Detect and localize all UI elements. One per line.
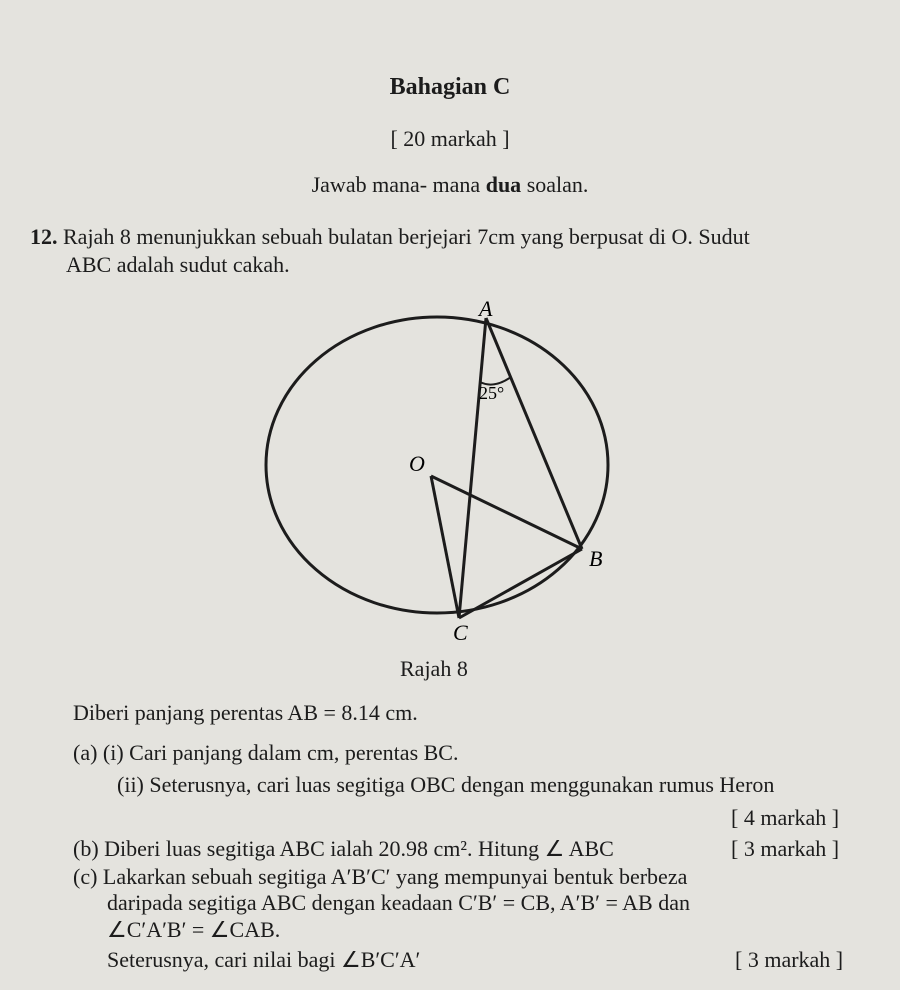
part-c-line2: daripada segitiga ABC dengan keadaan C′B′ = CB, A′B′ = AB dan (107, 890, 690, 915)
circle-diagram (0, 290, 900, 640)
part-c-line4: Seterusnya, cari nilai bagi ∠B′C′A′ (107, 947, 421, 972)
chord-ac (459, 318, 486, 618)
part-a-i: (a) (i) Cari panjang dalam cm, perentas BC. (73, 740, 459, 765)
section-title: Bahagian C (389, 74, 511, 100)
radius-ob (431, 476, 582, 549)
question-intro-line1 (30, 224, 750, 250)
given-statement: Diberi panjang perentas AB = 8.14 cm. (73, 700, 418, 725)
part-c-line3: ∠C′A′B′ = ∠CAB. (107, 917, 281, 942)
instruction-post: soalan. (521, 172, 589, 197)
question-intro-text-1: Rajah 8 menunjukkan sebuah bulatan berjejari 7cm yang berpusat di O. Sudut (63, 224, 750, 249)
part-c-marks: [ 3 markah ] (735, 947, 844, 972)
section-marks: [ 20 markah ] (390, 126, 510, 151)
part-c-line1: (c) Lakarkan sebuah segitiga A′B′C′ yang mempunyai bentuk berbeza (73, 864, 688, 889)
instruction-bold: dua (485, 172, 522, 197)
label-o: O (409, 451, 425, 476)
section-instruction (0, 172, 900, 198)
label-c: C (453, 620, 468, 640)
question-number: 12. (30, 224, 58, 249)
question-intro-line2: ABC adalah sudut cakah. (66, 252, 290, 277)
part-a-ii: (ii) Seterusnya, cari luas segitiga OBC dengan menggunakan rumus Heron (117, 772, 775, 797)
part-b: (b) Diberi luas segitiga ABC ialah 20.98 cm². Hitung ∠ ABC (73, 836, 614, 861)
label-b: B (589, 546, 603, 571)
chord-ab (486, 318, 582, 549)
chord-bc (459, 549, 582, 618)
part-b-marks: [ 3 markah ] (731, 836, 840, 861)
instruction-pre: Jawab mana- mana (311, 172, 486, 197)
radius-oc (431, 476, 459, 618)
circle (266, 317, 608, 613)
diagram-caption: Rajah 8 (400, 656, 468, 681)
part-a-marks: [ 4 markah ] (731, 805, 840, 830)
label-a: A (479, 296, 493, 321)
angle-label: 25° (479, 383, 505, 403)
